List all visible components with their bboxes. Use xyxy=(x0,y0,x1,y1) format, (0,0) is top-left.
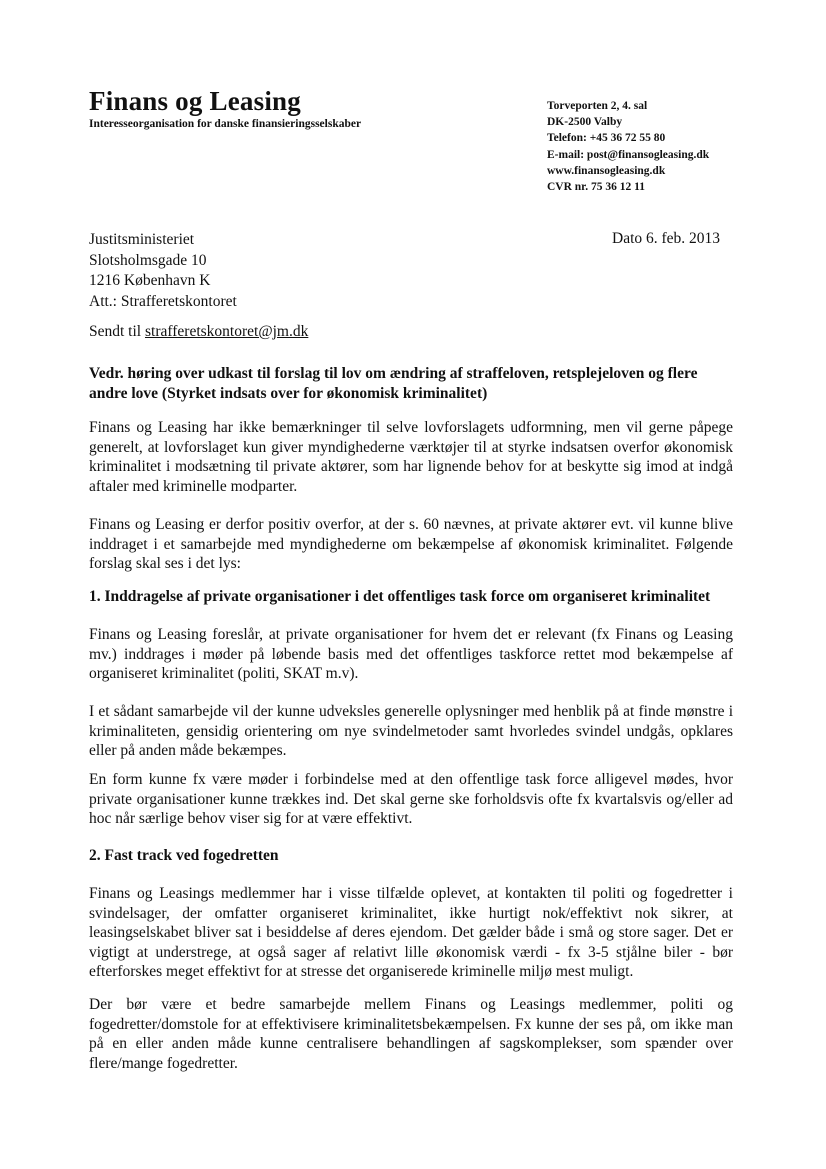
sender-phone: Telefon: +45 36 72 55 80 xyxy=(547,132,666,145)
body-paragraph-1: Finans og Leasing har ikke bemærkninger til selve lovforslagets udformning, men vil gerne påpege generelt, at lovforslaget kun giver myndighederne værktøjer til at styrke indsatsen overfor økonomisk kriminalitet i modsætning til private aktører, som har lignende behov for at beskytte sig imod at indgå aftaler med kriminelle modparter. xyxy=(89,419,733,495)
sender-contact-block xyxy=(547,98,709,195)
letter-subject: Vedr. høring over udkast til forslag til lov om ændring af straffeloven, retsplejeloven og flere andre love (Styrket indsats over for økonomisk kriminalitet) xyxy=(89,365,698,402)
section-heading-2: 2. Fast track ved fogedretten xyxy=(89,847,279,864)
letter-date: Dato 6. feb. 2013 xyxy=(612,230,721,247)
recipient-email-link[interactable]: strafferetskontoret@jm.dk xyxy=(144,323,309,340)
sender-website: www.finansogleasing.dk xyxy=(547,164,666,177)
sender-address-street: Torveporten 2, 4. sal xyxy=(547,100,648,112)
body-paragraph-5: En form kunne fx være møder i forbindelse med at den offentlige task force alligevel mødes, hvor private organisationer kunne trækkes ind. Det skal gerne ske forholdsvis ofte fx kvartalsvis og/eller ad hoc når særlige behov viser sig for at være effektivt. xyxy=(89,771,733,827)
body-paragraph-3: Finans og Leasing foreslår, at private organisationer for hvem det er relevant (fx Finans og Leasing mv.) inddrages i møder på løbende basis med det offentliges taskforce rettet mod bekæmpelse af organiseret kriminalitet (politi, SKAT m.v). xyxy=(89,626,733,682)
section-heading-1: 1. Inddragelse af private organisationer i det offentliges task force om organiseret kriminalitet xyxy=(89,588,711,605)
body-paragraph-4: I et sådant samarbejde vil der kunne udveksles generelle oplysninger med henblik på at finde mønstre i kriminaliteten, gensidig orientering om nye svindelmetoder samt hvorledes svindel undgås, opklares eller på anden måde bekæmpes. xyxy=(89,703,733,759)
recipient-street: Slotsholmsgade 10 xyxy=(89,251,207,269)
sender-email: E-mail: post@finansogleasing.dk xyxy=(547,148,710,161)
body-paragraph-2: Finans og Leasing er derfor positiv overfor, at der s. 60 nævnes, at private aktører evt. vil kunne blive inddraget i et samarbejde med myndighederne om bekæmpelse af økonomisk kriminalitet. Følgende forslag skal ses i det lys: xyxy=(89,516,733,572)
sent-to-prefix: Sendt til xyxy=(89,323,145,340)
recipient-address xyxy=(89,230,237,312)
sender-address-city: DK-2500 Valby xyxy=(547,116,623,129)
recipient-name: Justitsministeriet xyxy=(89,231,195,248)
sent-to-line xyxy=(89,323,308,341)
sender-cvr: CVR nr. 75 36 12 11 xyxy=(547,181,645,194)
organization-name: Finans og Leasing xyxy=(89,86,301,116)
organization-subtitle: Interesseorganisation for danske finansieringsselskaber xyxy=(89,118,362,130)
body-paragraph-6: Finans og Leasings medlemmer har i visse tilfælde oplevet, at kontakten til politi og fogedretter i svindelsager, der omfatter organiseret kriminalitet, ikke hurtigt nok/effektivt nok sikrer, at leasingselskabet bliver sat i besiddelse af deres ejendom. Det gælder både i små og store sager. Det er vigtigt at understrege, at også sager af relativt lille økonomisk værdi - fx 3-5 stjålne biler - bør efterforskes meget effektivt for at stresse det organiserede kriminelle miljø mest muligt. xyxy=(89,885,733,980)
recipient-city: 1216 København K xyxy=(89,272,211,289)
recipient-attention: Att.: Strafferetskontoret xyxy=(89,292,237,310)
body-paragraph-7: Der bør være et bedre samarbejde mellem Finans og Leasings medlemmer, politi og fogedretter/domstole for at effektivisere kriminalitetsbekæmpelsen. Fx kunne der ses på, om ikke man på en eller anden måde kunne centralisere behandlingen af sagskomplekser, som spænder over flere/mange fogedretter. xyxy=(89,996,733,1072)
